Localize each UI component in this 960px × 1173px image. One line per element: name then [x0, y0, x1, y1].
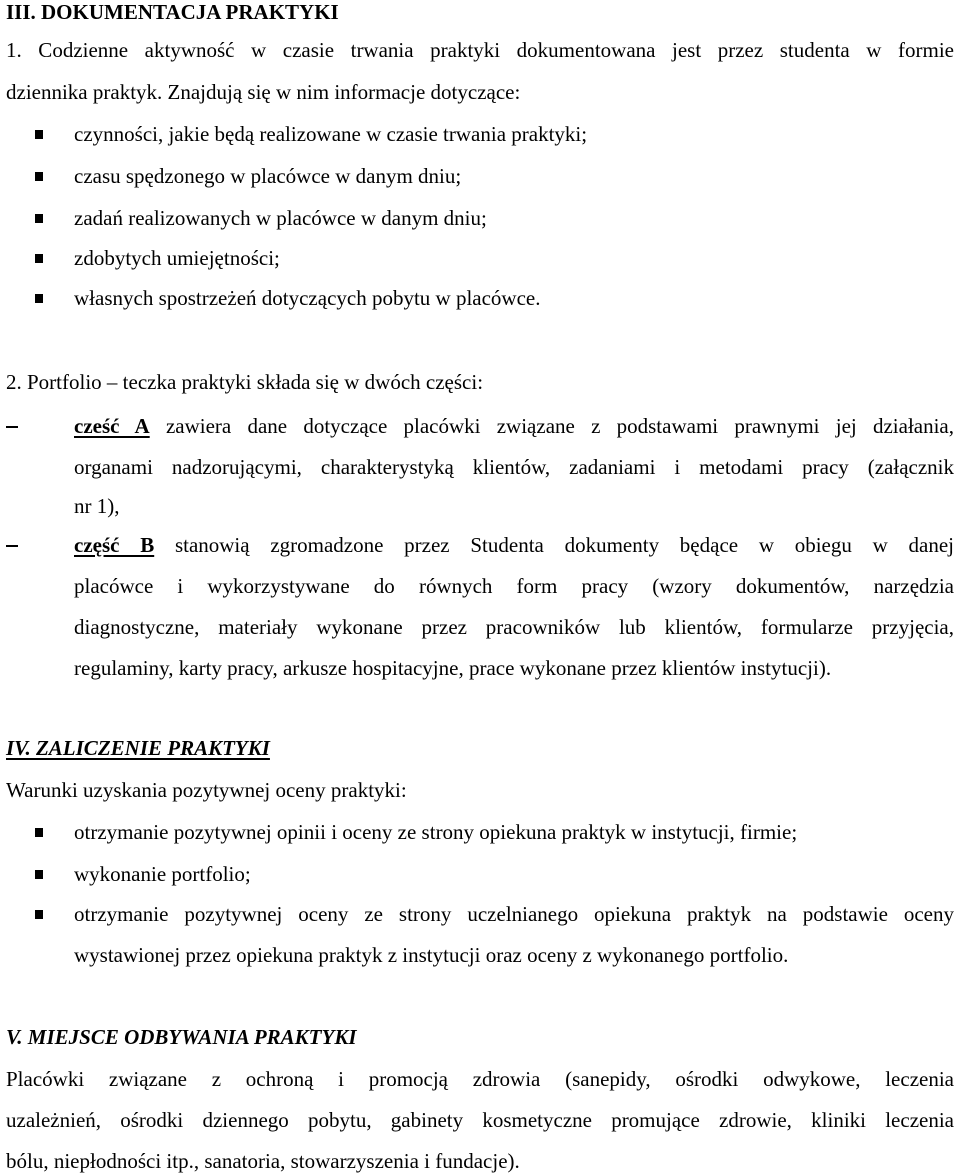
dash-icon [6, 426, 18, 428]
list-item: zadań realizowanych w placówce w danym dniu; [74, 206, 487, 230]
part-a-label: cześć A [74, 414, 150, 438]
list-item: zdobytych umiejętności; [74, 246, 280, 270]
place-line-2: uzależnień, ośrodki dziennego pobytu, gabinety kosmetyczne promujące zdrowie, kliniki leczenia [6, 1108, 954, 1132]
bullet-square-icon [35, 910, 43, 919]
paragraph-2-intro: 2. Portfolio – teczka praktyki składa się w dwóch części: [6, 370, 484, 394]
paragraph-1-line-2: dziennika praktyk. Znajdują się w nim informacje dotyczące: [6, 80, 521, 104]
list-item-continuation: wystawionej przez opiekuna praktyk z instytucji oraz oceny z wykonanego portfolio. [74, 943, 789, 967]
list-item: czasu spędzonego w placówce w danym dniu; [74, 164, 462, 188]
part-b-line-2: placówce i wykorzystywane do równych form pracy (wzory dokumentów, narzędzia [74, 574, 954, 598]
part-b-label: część B [74, 533, 155, 557]
part-a-line-2: organami nadzorującymi, charakterystyką klientów, zadaniami i metodami pracy (załącznik [74, 455, 954, 479]
bullet-square-icon [35, 254, 43, 263]
part-a-line-1-text: zawiera dane dotyczące placówki związane z podstawami prawnymi jej działania, [165, 414, 955, 438]
part-b-line-4: regulaminy, karty pracy, arkusze hospitacyjne, prace wykonane przez klientów instytucji). [74, 656, 832, 680]
list-item: wykonanie portfolio; [74, 862, 251, 886]
bullet-square-icon [35, 130, 43, 139]
bullet-square-icon [35, 172, 43, 181]
bullet-square-icon [35, 294, 43, 303]
section-heading-documentation: III. DOKUMENTACJA PRAKTYKI [6, 0, 339, 24]
part-b-line-1-text: stanowią zgromadzone przez Studenta dokumenty będące w obiegu w danej [174, 533, 954, 557]
dash-icon [6, 545, 18, 547]
paragraph-1-line-1: 1. Codzienne aktywność w czasie trwania praktyki dokumentowana jest przez studenta w formie [6, 38, 954, 62]
part-b-line-3: diagnostyczne, materiały wykonane przez pracowników lub klientów, formularze przyjęcia, [74, 615, 954, 639]
part-a-line-1 [74, 414, 954, 438]
list-item: własnych spostrzeżeń dotyczących pobytu w placówce. [74, 286, 541, 310]
place-line-1: Placówki związane z ochroną i promocją zdrowia (sanepidy, ośrodki odwykowe, leczenia [6, 1067, 954, 1091]
bullet-square-icon [35, 870, 43, 879]
part-a-line-3: nr 1), [74, 494, 120, 518]
list-item: czynności, jakie będą realizowane w czasie trwania praktyki; [74, 122, 588, 146]
bullet-square-icon [35, 828, 43, 837]
list-item: otrzymanie pozytywnej opinii i oceny ze strony opiekuna praktyk w instytucji, firmie; [74, 820, 798, 844]
bullet-square-icon [35, 214, 43, 223]
completion-intro: Warunki uzyskania pozytywnej oceny praktyki: [6, 778, 407, 802]
part-b-line-1 [74, 533, 954, 557]
section-heading-completion: IV. ZALICZENIE PRAKTYKI [6, 736, 270, 760]
place-line-3: bólu, niepłodności itp., sanatoria, stowarzyszenia i fundacje). [6, 1149, 520, 1173]
section-heading-place: V. MIEJSCE ODBYWANIA PRAKTYKI [6, 1025, 357, 1049]
list-item: otrzymanie pozytywnej oceny ze strony uczelnianego opiekuna praktyk na podstawie oceny [74, 902, 954, 926]
